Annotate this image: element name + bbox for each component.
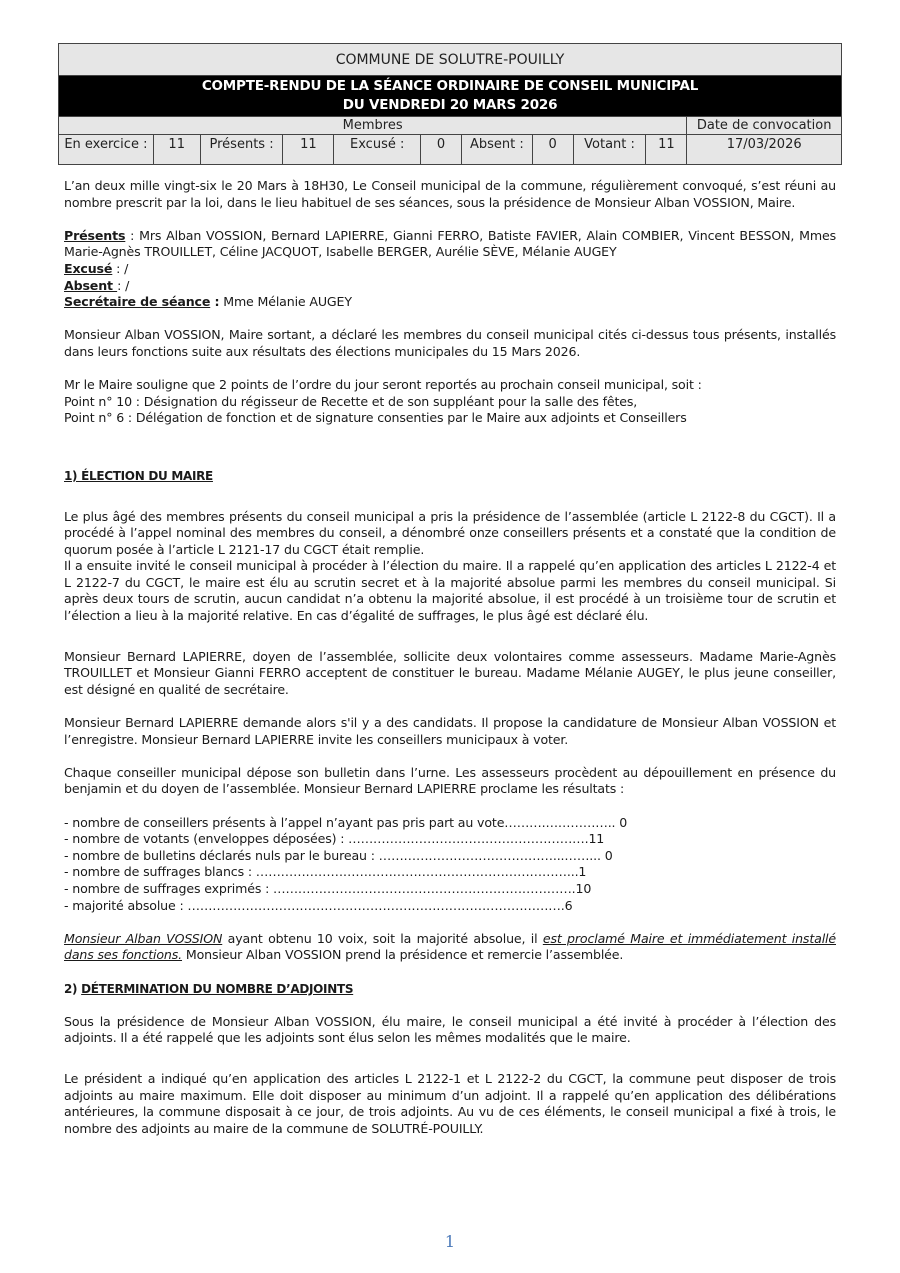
stat-value-absent: 0 [532, 135, 573, 165]
secretaire-label: Secrétaire de séance [64, 294, 211, 310]
report-point: Point n° 6 : Délégation de fonction et de signature consenties par le Maire aux adjoints et Conseillers [64, 410, 687, 426]
report-point: Point n° 10 : Désignation du régisseur de Recette et de son suppléant pour la salle des fêtes, [64, 393, 638, 409]
document-body [64, 178, 836, 1137]
title-line-2: DU VENDREDI 20 MARS 2026 [342, 97, 558, 113]
section-1-paragraph: Chaque conseiller municipal dépose son bulletin dans l’urne. Les assesseurs procèdent au dépouillement en présence du benjamin et du doyen de l’assemblée. Monsieur Bernard LAPIERRE proclame les résultats : [64, 764, 836, 797]
report-intro: Mr le Maire souligne que 2 points de l’ordre du jour seront reportés au prochain conseil municipal, soit : [64, 377, 702, 393]
document-title [59, 76, 842, 117]
presents-line: Présents : Mrs Alban VOSSION, Bernard LAPIERRE, Gianni FERRO, Batiste FAVIER, Alain COMBIER, Vincent BESSON, Mmes Marie-Agnès TROUILLET, Céline JACQUOT, Isabelle BERGER, Aurélie SÈVE, Mélanie AUGEY [64, 227, 836, 260]
title-line-1: COMPTE-RENDU DE LA SÉANCE ORDINAIRE DE CONSEIL MUNICIPAL [201, 78, 699, 94]
section-1-paragraph: Monsieur Bernard LAPIERRE, doyen de l’assemblée, sollicite deux volontaires comme assesseurs. Madame Marie-Agnès TROUILLET et Monsieur Gianni FERRO acceptent de constituer le bureau. Madame Mélanie AUGEY, le plus jeune conseiller, est désigné en qualité de secrétaire. [64, 648, 836, 697]
stat-value-votant: 11 [646, 135, 687, 165]
header-table [58, 43, 842, 165]
presents-label: Présents [64, 227, 126, 243]
page-number: 1 [444, 1232, 456, 1251]
proclamation: est proclamé Maire et immédiatement installé dans ses fonctions. [64, 930, 836, 963]
membres-label: Membres [59, 117, 687, 135]
excuse-value: : / [112, 260, 129, 276]
convocation-label: Date de convocation [687, 117, 842, 135]
result-line: - nombre de suffrages exprimés : ……………………………………………………………….10 [64, 880, 592, 896]
section-1-paragraph: Monsieur Bernard LAPIERRE demande alors s'il y a des candidats. Il propose la candidature de Monsieur Alban VOSSION et l’enregistre. Monsieur Bernard LAPIERRE invite les conseillers municipaux à voter. [64, 715, 836, 747]
commune-name: COMMUNE DE SOLUTRE-POUILLY [59, 44, 842, 76]
result-line: - nombre de bulletins déclarés nuls par le bureau : ……………………………………...……... 0 [64, 847, 613, 863]
section-1-paragraph: Il a ensuite invité le conseil municipal à procéder à l’élection du maire. Il a rappelé qu’en application des articles L 2122-4 et L 2122-7 du CGCT, le maire est élu au scrutin secret et à la majorité absolue parmi les membres du conseil municipal. Si après deux tours de scrutin, aucun candidat n’a obtenu la majorité absolue, il est procédé à un troisième tour de scrutin et l’élection a lieu à la majorité relative. En cas d’égalité de suffrages, le plus âgé est déclaré élu. [64, 558, 836, 624]
stat-label-en-exercice: En exercice : [59, 135, 154, 165]
section-2-paragraph: Sous la présidence de Monsieur Alban VOSSION, élu maire, le conseil municipal a été invité à procéder à l’élection des adjoints. Il a été rappelé que les adjoints sont élus selon les mêmes modalités que le maire. [64, 1013, 836, 1046]
excuse-label: Excusé [64, 260, 113, 276]
absent-line [64, 278, 836, 295]
installation-paragraph: Monsieur Alban VOSSION, Maire sortant, a déclaré les membres du conseil municipal cités ci-dessus tous présents, installés dans leurs fonctions suite aux résultats des élections municipales du 15 Mars 2026. [64, 327, 836, 359]
section-1-paragraph: Le plus âgé des membres présents du conseil municipal a pris la présidence de l’assemblée (article L 2122-8 du CGCT). Il a procédé à l’appel nominal des membres du conseil, a dénombré onze conseillers présents et a constaté que la condition de quorum posée à l’article L 2121-17 du CGCT était remplie. [64, 508, 836, 557]
stat-value-en-exercice: 11 [153, 135, 200, 165]
stat-value-presents: 11 [283, 135, 334, 165]
secretaire-line: Secrétaire de séance : Mme Mélanie AUGEY [64, 294, 352, 310]
stat-value-excuse: 0 [421, 135, 462, 165]
result-line: - nombre de conseillers présents à l’appel n’ayant pas pris part au vote……….…………….. 0 [64, 814, 628, 830]
absent-label: Absent [64, 277, 118, 293]
stat-label-votant: Votant : [573, 135, 646, 165]
convocation-date: 17/03/2026 [687, 135, 842, 165]
vote-results [64, 815, 836, 915]
stat-label-excuse: Excusé : [334, 135, 421, 165]
intro-paragraph: L’an deux mille vingt-six le 20 Mars à 18H30, Le Conseil municipal de la commune, régulièrement convoqué, s’est réuni au nombre prescrit par la loi, dans le lieu habituel de ses séances, sous la présidence de Monsieur Alban VOSSION, Maire. [64, 178, 836, 210]
secretaire-value: Mme Mélanie AUGEY [219, 294, 352, 310]
section-2-paragraph: Le président a indiqué qu’en application des articles L 2122-1 et L 2122-2 du CGCT, la commune peut disposer de trois adjoints au maire maximum. Elle doit disposer au minimum d’un adjoint. Il a rappelé qu’en application des délibérations antérieures, la commune disposait à ce jour, de trois adjoints. Au vu de ces éléments, le conseil municipal a fixé à trois, le nombre des adjoints au maire de la commune de SOLUTRÉ-POUILLY. [64, 1070, 836, 1136]
presents-list: Mrs Alban VOSSION, Bernard LAPIERRE, Gianni FERRO, Batiste FAVIER, Alain COMBIER, Vincent BESSON, Mmes Marie-Agnès TROUILLET, Céline JACQUOT, Isabelle BERGER, Aurélie SÈVE, Mélanie AUGEY [64, 227, 836, 260]
stat-label-presents: Présents : [200, 135, 283, 165]
election-conclusion: Monsieur Alban VOSSION ayant obtenu 10 voix, soit la majorité absolue, il est proclamé Maire et immédiatement installé dans ses fonctions. Monsieur Alban VOSSION prend la présidence et remercie l’assemblée. [64, 930, 836, 963]
result-line: - nombre de suffrages blancs : …………………………………………………………………...1 [64, 864, 587, 880]
excuse-line [64, 261, 836, 278]
absent-value: : / [117, 277, 130, 293]
stat-label-absent: Absent : [461, 135, 532, 165]
result-line: - nombre de votants (enveloppes déposées) : ………………………………………………….11 [64, 831, 605, 847]
section-1-heading: 1) ÉLECTION DU MAIRE [64, 468, 213, 483]
result-line: - majorité absolue : ……………………………………………………………………………….6 [64, 897, 573, 913]
section-2-heading: 2) DÉTERMINATION DU NOMBRE D’ADJOINTS [64, 981, 354, 996]
elected-mayor-name: Monsieur Alban VOSSION [64, 930, 223, 946]
